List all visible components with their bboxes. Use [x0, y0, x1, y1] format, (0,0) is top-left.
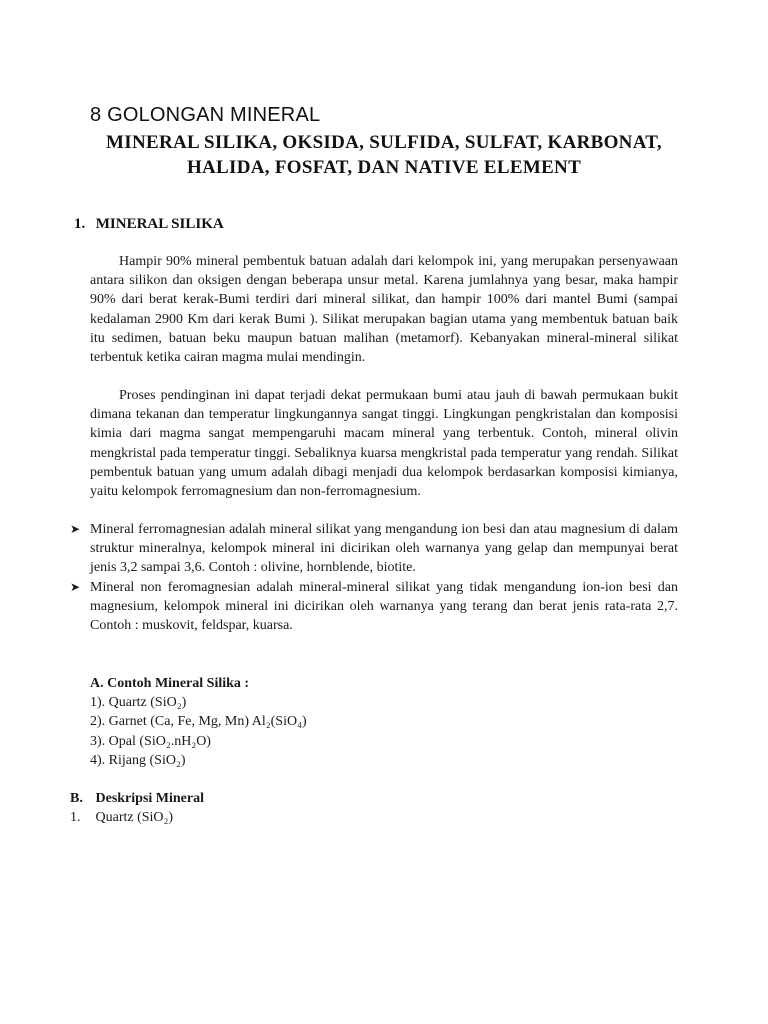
paragraph: Hampir 90% mineral pembentuk batuan adalah dari kelompok ini, yang merupakan persenyawaan antara silikon dan oksigen dengan beberapa unsur metal. Karena jumlahnya yang besar, maka hampir 90% dari berat kerak-Bumi terdiri dari mineral silikat, dan hampir 100% dari mantel Bumi (sampai kedalaman 2900 Km dari kerak Bumi ). Silikat merupakan bagian utama yang membentuk batuan baik itu sedimen, batuan beku maupun batuan malihan (metamorf). Kebanyakan mineral-mineral silikat terbentuk ketika cairan magma mulai mendingin. — [90, 254, 678, 366]
arrowhead-bullet-icon: ➤ — [70, 522, 81, 536]
section-heading-mineral-silika — [74, 216, 224, 233]
list-item-number: 1. — [70, 810, 81, 826]
section-title: MINERAL SILIKA — [95, 216, 224, 232]
document-subtitle — [70, 130, 698, 180]
subtitle-line: MINERAL SILIKA, OKSIDA, SULFIDA, SULFAT, KARBONAT, — [106, 132, 662, 153]
arrowhead-bullet-icon: ➤ — [70, 579, 81, 594]
list-item: 3). Opal (SiO₂.nH₂O) — [90, 733, 211, 749]
bullet-text: Mineral ferromagnesian adalah mineral silikat yang mengandung ion besi dan atau magnesium di dalam struktur mineralnya, kelompok mineral ini dicirikan oleh warnanya yang gelap dan mempunyai berat jenis 3,2 sampai 3,6. Contoh : olivine, hornblende, biotite. — [90, 522, 678, 576]
list-item: 2). Garnet (Ca, Fe, Mg, Mn) Al₂(SiO₄) — [90, 714, 307, 730]
subsection-title: Deskripsi Mineral — [95, 791, 204, 806]
bullet-item — [70, 578, 678, 636]
list-item: 4). Rijang (SiO₂) — [90, 752, 186, 768]
list-item: 1). Quartz (SiO₂) — [90, 695, 187, 711]
bullet-item — [70, 520, 678, 578]
section-number: 1. — [74, 216, 86, 232]
bullet-text: Mineral non feromagnesian adalah mineral-mineral silikat yang tidak mengandung ion-ion besi dan magnesium, kelompok mineral ini dicirikan oleh warnanya yang terang dan berat jenis rata-rata 2,7. Contoh : muskovit, feldspar, kuarsa. — [90, 579, 678, 634]
subsection-heading — [70, 789, 204, 808]
document-heading: 8 GOLONGAN MINERAL — [90, 104, 321, 126]
subsection-title: A. Contoh Mineral Silika : — [90, 676, 250, 691]
subsection-contoh-mineral — [90, 674, 307, 770]
list-item — [70, 808, 204, 827]
list-item-text: Quartz (SiO₂) — [95, 810, 174, 826]
bullet-list — [70, 520, 678, 635]
subtitle-line: HALIDA, FOSFAT, DAN NATIVE ELEMENT — [186, 157, 582, 178]
paragraph: Proses pendinginan ini dapat terjadi dekat permukaan bumi atau jauh di bawah permukaan bukit dimana tekanan dan temperatur lingkungannya sangat tinggi. Lingkungan pengkristalan dan komposisi kimia dari magma sangat mempengaruhi macam mineral yang terbentuk. Contoh, mineral olivin mengkristal pada temperatur tinggi. Sebaliknya kuarsa mengkristal pada temperatur yang rendah. Silikat pembentuk batuan yang umum adalah dibagi menjadi dua kelompok berdasarkan komposisi kimianya, yaitu kelompok ferromagnesium dan non-ferromagnesium. — [90, 388, 678, 500]
subsection-deskripsi-mineral — [70, 789, 204, 827]
subsection-label: B. — [70, 791, 83, 806]
